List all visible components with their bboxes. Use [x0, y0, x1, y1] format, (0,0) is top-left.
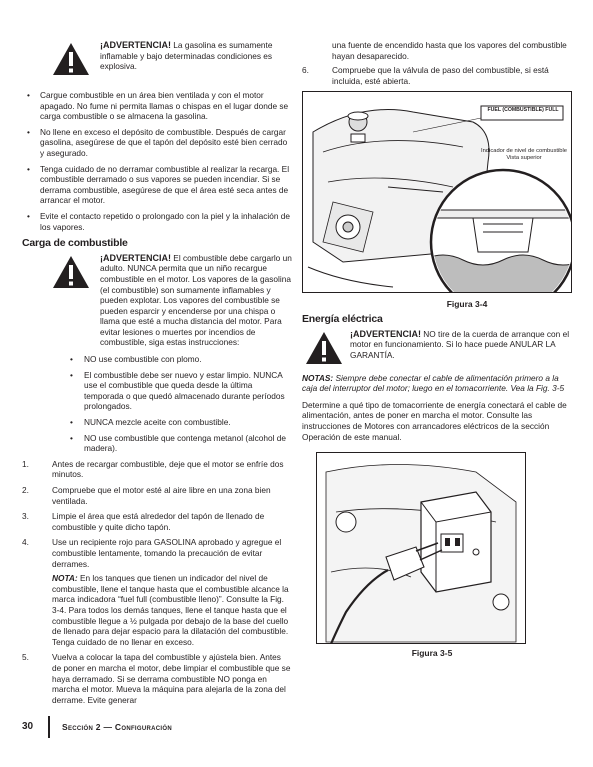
step-text: Use un recipiente rojo para GASOLINA aprobado y agregue el combustible lentamente, tomando la precaución de evitar derrames. [52, 537, 282, 569]
fuel-steps [22, 459, 292, 705]
step-text: Limpie el área que está alrededor del tapón de llenado de combustible y quite dicho tapón. [52, 511, 265, 532]
step-item [302, 65, 572, 86]
step-item [22, 652, 292, 705]
section-heading-electric: Energía eléctrica [302, 312, 383, 325]
warning-triangle-icon [305, 331, 343, 365]
figure-3-5-caption: Figura 3-5 [411, 648, 453, 659]
step-number: 6. [302, 65, 309, 76]
continued-text: una fuente de encendido hasta que los vapores del combustible hayan desaparecido. [332, 40, 567, 61]
list-item: • Evite el contacto repetido o prolongado con la piel y la inhalación de los vapores. [22, 211, 292, 232]
warning-title: ¡ADVERTENCIA! [100, 252, 171, 263]
engine-fuel-tank-illustration [303, 92, 571, 292]
list-item: • NUNCA mezcle aceite con combustible. [60, 417, 292, 428]
left-column [22, 40, 292, 710]
step-item [22, 485, 292, 506]
step-item [22, 537, 292, 647]
step-text: Compruebe que la válvula de paso del combustible, si está incluida, esté abierta. [332, 65, 549, 86]
step-number: 1. [22, 458, 29, 469]
section-heading-fuel: Carga de combustible [22, 237, 128, 250]
fuel-full-label: FUEL (COMBUSTIBLE) FULL [487, 107, 559, 114]
note-text: En los tanques que tienen un indicador del nivel de combustible, llene el tanque hasta que el combustible alcance la marca indicadora “fuel full (combustible lleno)”. Consulte la Fig. 3-4. Para todos los demás tanques, llene el tanque hasta que el combustible llegue a ½ pulgada por debajo de la base del cuello de llenado para dejar espacio para la dilatación del combustible. Tenga cuidado de no llenar en exceso. [52, 573, 289, 647]
warning-title: ¡ADVERTENCIA! [350, 328, 421, 339]
fuel-indicator-callout: Indicador de nivel de combustible Vista superior [480, 148, 568, 162]
warning-gasoline [22, 40, 292, 84]
safety-bullets [22, 90, 292, 232]
list-item: • Tenga cuidado de no derramar combustible al realizar la recarga. El combustible derramado o sus vapores se pueden incendiar. Si se derrama combustible, asegúrese de que el área esté seca antes de arrancar el motor. [22, 164, 292, 206]
section-title: Sección 2 — Configuración [62, 722, 172, 732]
note-label: NOTA: [52, 573, 78, 584]
fuel-steps-cont [302, 65, 572, 86]
page-number: 30 [22, 721, 34, 732]
step-number: 5. [22, 652, 29, 663]
list-item: • NO use combustible que contenga metanol (alcohol de madera). [60, 433, 292, 454]
fuel-rules-list [22, 354, 292, 454]
figure-3-4-caption: Figura 3-4 [446, 299, 488, 310]
warning-text: El combustible debe cargarlo un adulto. NUNCA permita que un niño recargue combustible en el motor. Los vapores de la gasolina (el combustible) son sumamente inflamables y pueden explotar. Los vapores del combustible se pueden esparcir y encenderse por una chispa o llama que esté a mucha distancia del motor. Para evitar lesiones o muertes por incendios de combustible, siga estas instrucciones: [100, 252, 292, 348]
list-item: • No llene en exceso el depósito de combustible. Después de cargar gasolina, asegúrese de que el tapón del depósito esté bien cerrado y asegurado. [22, 127, 292, 159]
warning-triangle-icon [52, 255, 90, 289]
figure-3-4 [302, 91, 572, 293]
warning-text: La gasolina es sumamente inflamable y bajo determinadas condiciones es explosiva. [100, 40, 273, 72]
power-cord-connection-illustration [316, 452, 526, 644]
step-number: 4. [22, 537, 29, 548]
step-number: 3. [22, 511, 29, 522]
footer-divider [48, 716, 50, 738]
step-text: Compruebe que el motor esté al aire libre en una zona bien ventilada. [52, 485, 271, 506]
page-footer [0, 712, 593, 742]
right-column [302, 40, 572, 659]
warning-title: ¡ADVERTENCIA! [100, 40, 171, 50]
notes-text: Siempre debe conectar el cable de alimentación primero a la caja del interruptor del motor; luego en el tomacorriente. Vea la Fig. 3-5 [302, 372, 565, 394]
notes [302, 373, 572, 394]
list-item: • El combustible debe ser nuevo y estar limpio. NUNCA use el combustible que queda desde la última temporada o que quedó almacenado durante períodos prolongados. [60, 370, 292, 412]
note [52, 573, 292, 647]
warning-text: NO tire de la cuerda de arranque con el motor en funcionamiento. Si lo hace puede ANULAR LA GARANTÍA. [350, 328, 570, 360]
warning-triangle-icon [52, 42, 90, 76]
step-item [22, 459, 292, 480]
list-item: • NO use combustible con plomo. [60, 354, 292, 365]
list-item: • Cargue combustible en un área bien ventilada y con el motor apagado. No fume ni permita llamas o chispas en el lugar donde se carga combustible o se almacena la gasolina. [22, 90, 292, 122]
step-number: 2. [22, 485, 29, 495]
step-text: Antes de recargar combustible, deje que el motor se enfríe dos minutos. [52, 458, 284, 480]
step-text: Vuelva a colocar la tapa del combustible y ajústela bien. Antes de poner en marcha el motor, debe limpiar el combustible que se haya derramado. Si se derrama combustible NO ponga en marcha el motor. Mueva la máquina para alejarla de la zona del derrame. Evite generar [52, 652, 291, 705]
notes-label: NOTAS: [302, 372, 334, 383]
warning-starter-cord [302, 329, 572, 367]
step-item [22, 511, 292, 532]
figure-3-5 [316, 452, 526, 644]
warning-adult [22, 253, 292, 348]
outlet-paragraph: Determine a qué tipo de tomacorriente de energía conectará el cable de alimentación, antes de poner en marcha el motor. Consulte las instrucciones de Motores con arrancadores eléctricos de la sección Operación de este manual. [302, 399, 567, 442]
